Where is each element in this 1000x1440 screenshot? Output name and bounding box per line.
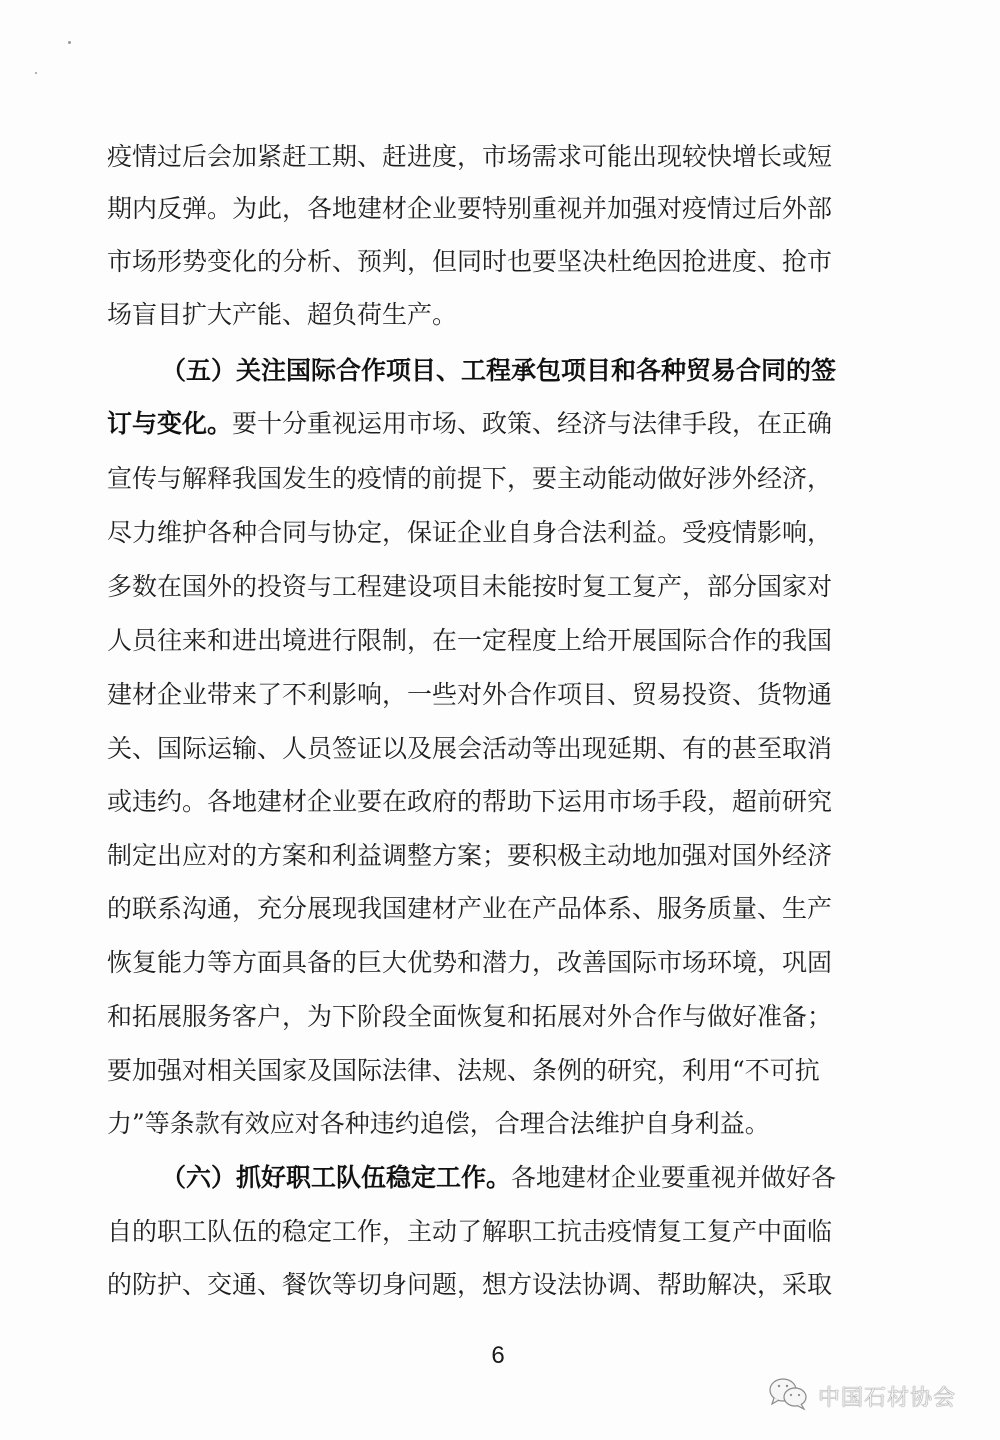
section-6-heading: （六）抓好职工队伍稳定工作。 xyxy=(161,1163,512,1192)
page-number: 6 xyxy=(491,1342,505,1369)
body-line: 宣传与解释我国发生的疫情的前提下，要主动能动做好涉外经济， xyxy=(107,464,833,493)
body-line: 和拓展服务客户，为下阶段全面恢复和拓展对外合作与做好准备； xyxy=(107,1002,833,1031)
scan-speck xyxy=(68,41,71,44)
body-line: 关、国际运输、人员签证以及展会活动等出现延期、有的甚至取消 xyxy=(107,734,833,763)
body-line: 订与变化。要十分重视运用市场、政策、经济与法律手段，在正确 xyxy=(107,409,833,438)
body-line: 或违约。各地建材企业要在政府的帮助下运用市场手段，超前研究 xyxy=(107,787,833,816)
body-line: 人员往来和进出境进行限制，在一定程度上给开展国际合作的我国 xyxy=(107,626,833,655)
section-5-heading: （五）关注国际合作项目、工程承包项目和各种贸易合同的签 xyxy=(161,356,837,385)
body-line: 自的职工队伍的稳定工作，主动了解职工抗击疫情复工复产中面临 xyxy=(107,1217,833,1246)
body-line: 制定出应对的方案和利益调整方案；要积极主动地加强对国外经济 xyxy=(107,841,833,870)
wechat-icon xyxy=(768,1377,810,1415)
body-line: 期内反弹。为此，各地建材企业要特别重视并加强对疫情过后外部 xyxy=(107,194,833,223)
body-line: 的联系沟通，充分展现我国建材产业在产品体系、服务质量、生产 xyxy=(107,894,833,923)
section-5-heading-end: 订与变化。 xyxy=(107,409,233,438)
body-line: 疫情过后会加紧赶工期、赶进度，市场需求可能出现较快增长或短 xyxy=(107,142,833,171)
body-line: 力”等条款有效应对各种违约追偿，合理合法维护自身利益。 xyxy=(107,1109,770,1138)
watermark-text: 中国石材协会 xyxy=(818,1385,957,1411)
scan-speck xyxy=(35,72,37,74)
body-line: 场盲目扩大产能、超负荷生产。 xyxy=(107,300,458,329)
body-line: 市场形势变化的分析、预判，但同时也要坚决杜绝因抢进度、抢市 xyxy=(107,247,833,276)
section-6-heading-line: （六）抓好职工队伍稳定工作。各地建材企业要重视并做好各 xyxy=(161,1163,837,1192)
watermark xyxy=(768,1378,956,1414)
body-line: 建材企业带来了不利影响，一些对外合作项目、贸易投资、货物通 xyxy=(107,680,833,709)
body-line: 要加强对相关国家及国际法律、法规、条例的研究，利用“不可抗 xyxy=(107,1056,820,1085)
body-line: 的防护、交通、餐饮等切身问题，想方设法协调、帮助解决，采取 xyxy=(107,1270,833,1299)
body-line: 多数在国外的投资与工程建设项目未能按时复工复产，部分国家对 xyxy=(107,572,833,601)
body-line: 尽力维护各种合同与协定，保证企业自身合法利益。受疫情影响， xyxy=(107,518,833,547)
body-line: 恢复能力等方面具备的巨大优势和潜力，改善国际市场环境，巩固 xyxy=(107,948,833,977)
